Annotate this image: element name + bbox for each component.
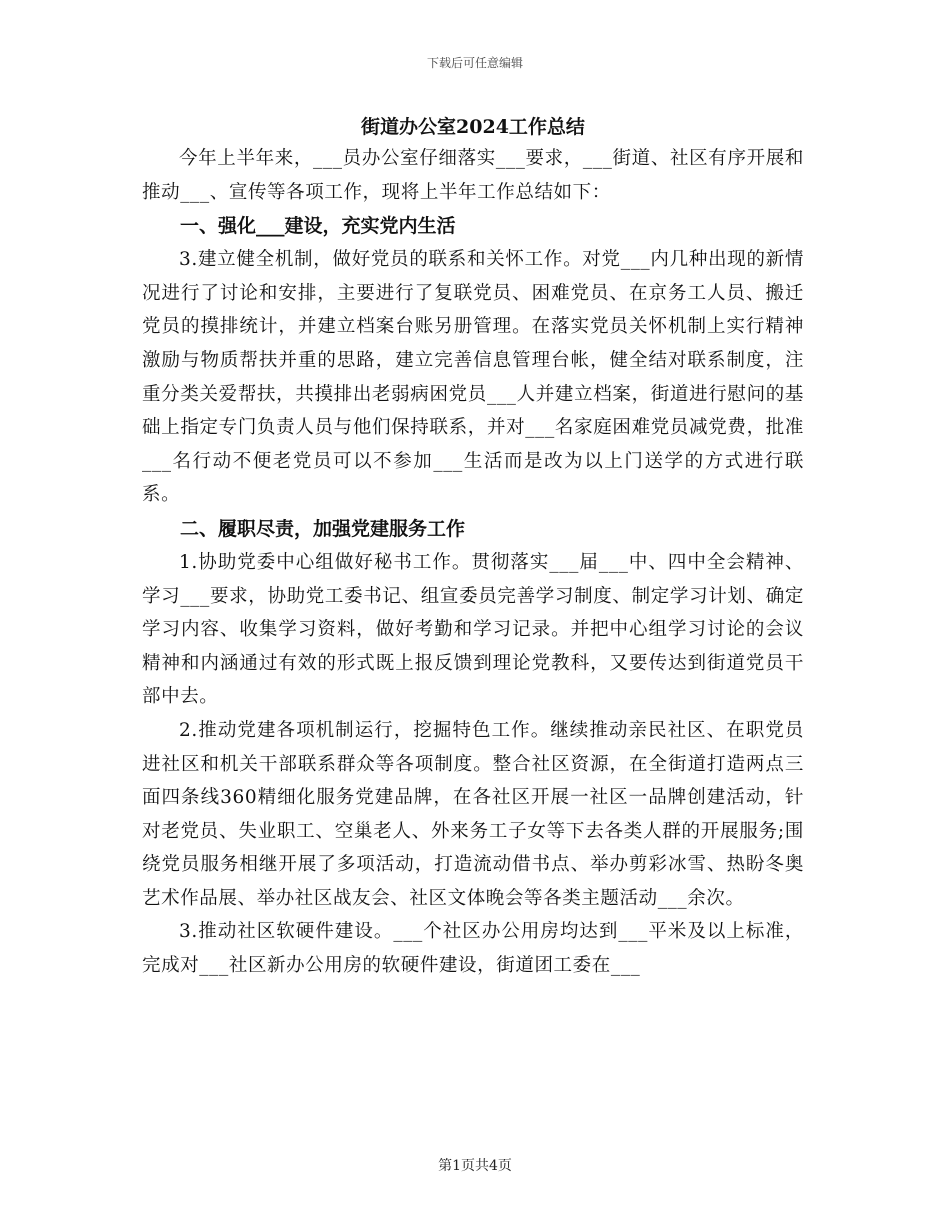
intro-paragraph: 今年上半年来，___员办公室仔细落实___要求，___街道、社区有序开展和推动___、宣传等各项工作，现将上半年工作总结如下： [142,148,804,203]
section-1-heading: 一、强化___建设，充实党内生活 [180,215,456,238]
section-2-heading: 二、履职尽责，加强党建服务工作 [180,517,466,540]
document-title: 街道办公室2024工作总结 [361,116,585,138]
section-1-item-3: 3.建立健全机制，做好党员的联系和关怀工作。对党___内几种出现的新情况进行了讨论和安排，主要进行了复联党员、困难党员、在京务工人员、搬迁党员的摸排统计，并建立档案台账另册管理。在落实党员关怀机制上实行精神激励与物质帮扶并重的思路，建立完善信息管理台帐，健全结对联系制度，注重分类关爱帮扶，共摸排出老弱病困党员___人并建立档案，街道进行慰问的基础上指定专门负责人员与他们保持联系，并对___名家庭困难党员减党费，批准___名行动不便老党员可以不参加___生活而是改为以上门送学的方式进行联系。 [142,249,804,506]
section-2-item-3: 3.推动社区软硬件建设。___个社区办公用房均达到___平米及以上标准，完成对___社区新办公用房的软硬件建设，街道团工委在___ [142,921,804,977]
section-2-item-2: 2.推动党建各项机制运行，挖掘特色工作。继续推动亲民社区、在职党员进社区和机关干部联系群众等各项制度。整合社区资源，在全街道打造两点三面四条线360精细化服务党建品牌，在各社区开展一社区一品牌创建活动，针对老党员、失业职工、空巢老人、外来务工子女等下去各类人群的开展服务;围绕党员服务相继开展了多项活动，打造流动借书点、举办剪彩冰雪、热盼冬奥艺术作品展、举办社区战友会、社区文体晚会等各类主题活动___余次。 [142,719,804,909]
page-number: 第1页共4页 [438,1158,512,1174]
page-header-note: 下载后可任意编辑 [426,56,523,70]
section-2-item-1: 1.协助党委中心组做好秘书工作。贯彻落实___届___中、四中全会精神、学习___要求，协助党工委书记、组宣委员完善学习制度、制定学习计划、确定学习内容、收集学习资料，做好考勤和学习记录。并把中心组学习讨论的会议精神和内涵通过有效的形式既上报反馈到理论党教科，又要传达到街道党员干部中去。 [142,551,804,708]
document-body [142,112,804,983]
